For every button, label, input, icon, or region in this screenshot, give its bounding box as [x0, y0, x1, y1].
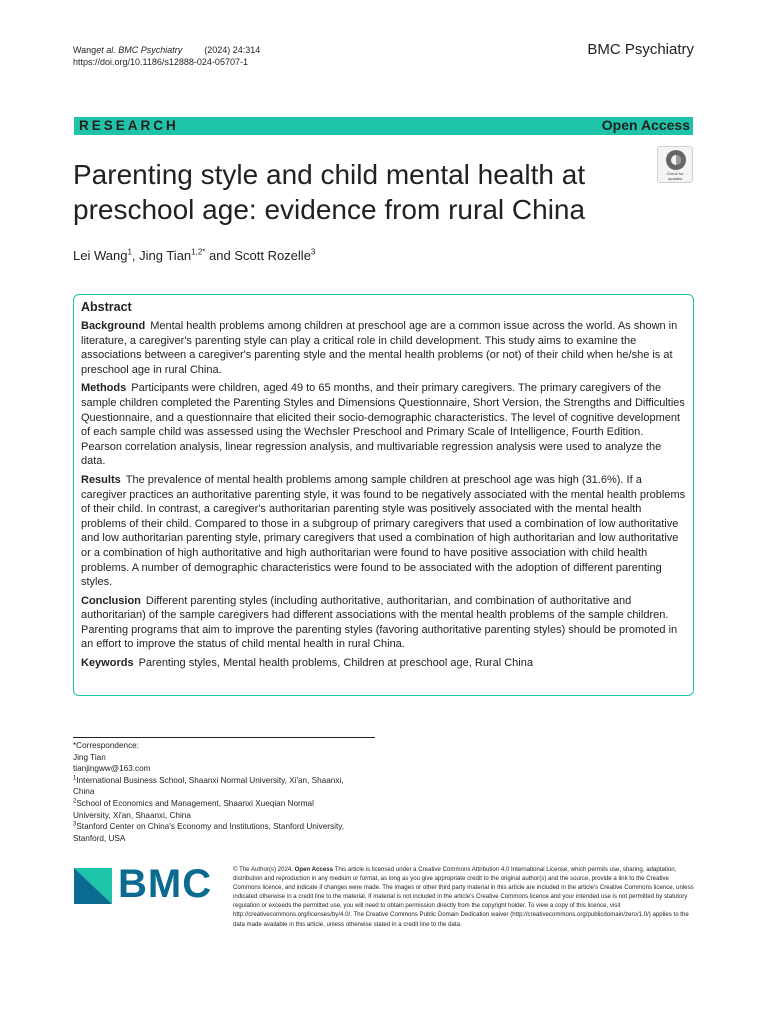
author-separator: ,: [131, 248, 140, 263]
abstract-background: [81, 319, 686, 377]
abstract-results: [81, 473, 686, 590]
header-citation: (2024) 24:314: [204, 45, 261, 55]
abstract-box: [73, 294, 694, 696]
check-updates-line1: Check for: [666, 171, 684, 176]
bmc-logo: [74, 862, 214, 906]
section-text: Parenting styles, Mental health problems, Children at preschool age, Rural China: [138, 657, 533, 670]
section-text: Different parenting styles (including authoritative, authoritarian, and combination of authoritative and authoritarian) of the sample caregivers had different associations with the mental health problems of the sample children. Parenting programs that aim to improve the parenting styles (favoring authoritative parenting styles) should be promoted in an effort to improve the status of child mental health in rural China.: [81, 594, 678, 651]
section-label: Background: [81, 320, 146, 332]
author-list: [73, 248, 315, 263]
check-for-updates-button[interactable]: [657, 146, 693, 183]
license-open-access: Open Access: [294, 866, 334, 873]
journal-citation-line: [73, 44, 260, 56]
abstract-keywords: [81, 656, 686, 671]
affiliation-number: 3: [73, 821, 77, 828]
section-text: The prevalence of mental health problems among sample children at preschool age was high (31.6%). If a caregiver practices an authoritative parenting style, it was found to be negatively associated with the mental health problems of their child. In contrast, a caregiver's authoritarian parenting style was positively associated with the mental health problems of their child. Compared to those in a subgroup of primary caregivers that used a combination of low authoritative and low authoritarian parenting style, primary caregivers that used a combination of high authoritarian and low authoritative or a combination of high authoritative and high authoritarian were found to have positive association with child health problems. A number of demographic characteristics were found to be associated with the adoption of different parenting styles.: [81, 473, 686, 589]
footnotes: [73, 740, 373, 844]
author-affiliation: 1: [127, 247, 132, 257]
abstract-heading: Abstract: [81, 300, 132, 314]
affiliation-number: 1: [73, 775, 77, 782]
author-separator: and: [205, 248, 235, 263]
section-label: Keywords: [81, 657, 134, 670]
author-affiliation: 1,2*: [191, 247, 206, 257]
license-text: [233, 865, 694, 929]
section-text: Mental health problems among children at preschool age are a common issue across the world. As shown in literature, a caregiver's parenting style can play a critical role in child development. This study aims to examine the associations between a caregiver's parenting style and the mental health problems (or not) of their child when he/she is at preschool age in rural China.: [81, 320, 678, 376]
open-access-label: Open Access: [601, 117, 690, 133]
journal-name: BMC Psychiatry: [587, 41, 694, 58]
header-journal: et al. BMC Psychiatry: [96, 45, 183, 55]
author-name: Jing Tian: [139, 248, 192, 263]
affiliation-number: 2: [73, 798, 77, 805]
affiliation-text: International Business School, Shaanxi Normal University, Xi'an, Shaanxi, China: [73, 775, 344, 797]
affiliation-text: Stanford Center on China's Economy and Institutions, Stanford University, Stanford, USA: [73, 822, 344, 843]
section-label: Results: [81, 473, 121, 486]
check-updates-line2: updates: [667, 176, 683, 181]
author-affiliation: 3: [310, 247, 316, 257]
license-body: This article is licensed under a Creative Commons Attribution 4.0 International License, which permits use, sharing, adaptation, distribution and reproduction in any medium or format, as long as you give appropriate credit to the original author(s) and the source, provide a link to the Creative Commons licence, and indicate if changes were made. The images or other third party material in this article are included in the article's Creative Commons licence, unless indicated otherwise in a credit line to the material. If material is not included in the article's Creative Commons licence and your intended use is not permitted by statutory regulation or exceeds the permitted use, you will need to obtain permission directly from the copyright holder. To view a copy of this licence, visit http://creativecommons.org/licenses/by/4.0/. The Creative Commons Public Domain Dedication waiver (http://creativecommons.org/publicdomain/zero/1.0/) applies to the data made available in this article, unless otherwise stated in a credit line to the data.: [233, 866, 694, 928]
bmc-logo-text: BMC: [118, 862, 213, 906]
affiliation-2: [73, 798, 373, 821]
footnote-divider: [73, 737, 375, 738]
affiliation-1: [73, 775, 373, 798]
affiliation-text: School of Economics and Management, Shaanxi Xueqian Normal University, Xi'an, Shaanxi, China: [73, 798, 314, 820]
correspondence: *Correspondence: Jing Tian tianjingww@163.com: [73, 741, 151, 774]
affiliation-3: [73, 821, 373, 844]
author-name: Lei Wang: [73, 248, 128, 263]
abstract-methods: [81, 381, 686, 469]
section-label: Conclusion: [81, 594, 141, 607]
license-prefix: © The Author(s) 2024.: [233, 866, 295, 873]
section-label: Methods: [81, 382, 127, 395]
section-label: RESEARCH: [79, 118, 179, 133]
section-band: [74, 117, 693, 135]
bmc-logo-mark-icon: [74, 868, 112, 904]
crossmark-icon: [666, 150, 686, 170]
abstract-conclusion: [81, 594, 686, 652]
section-text: Participants were children, aged 49 to 65 months, and their primary caregivers. The primary caregivers of the sample children completed the Parenting Styles and Dimensions Questionnaire, Short Version, the Strengths and Difficulties Questionnaire, and a questionnaire that elicited their socio-demographic characteristics. The level of cognitive development of each sample child was assessed using the Wechsler Preschool and Primary Scale of Intelligence, Fourth Edition. Pearson correlation analysis, linear regression analysis, and multivariable regression analysis were used to analyze the data.: [81, 382, 685, 468]
doi-link[interactable]: https://doi.org/10.1186/s12888-024-05707-1: [73, 57, 248, 67]
header-author: Wang: [73, 45, 97, 55]
running-header: [73, 44, 260, 68]
author-name: Scott Rozelle: [234, 248, 311, 263]
article-title: Parenting style and child mental health at preschool age: evidence from rural China: [73, 159, 586, 225]
